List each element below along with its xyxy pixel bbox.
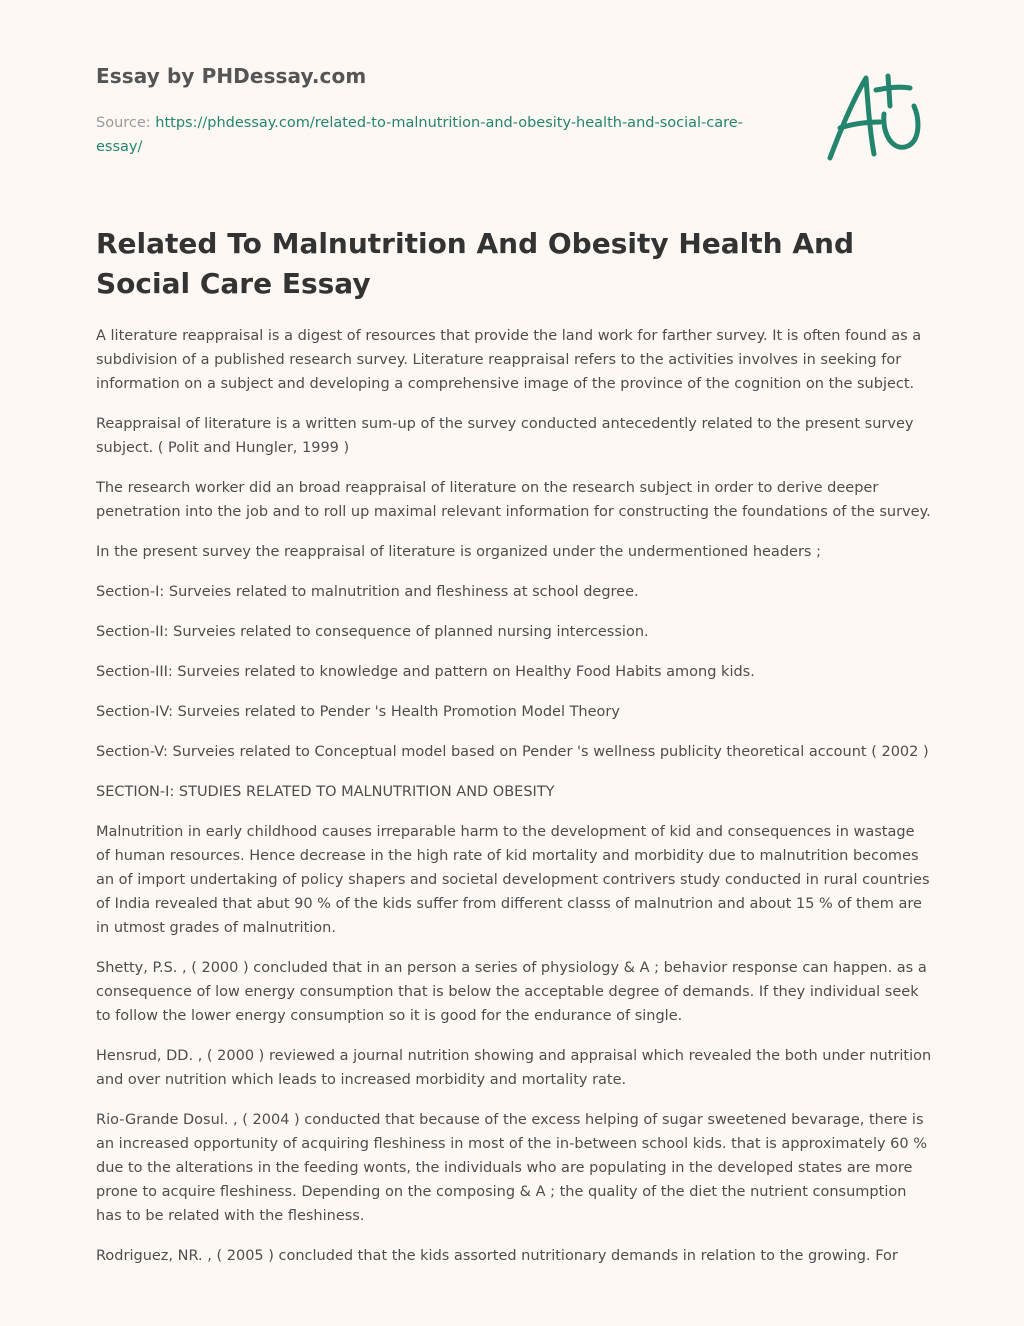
section-item: Section-I: Surveies related to malnutrition and fleshiness at school degree. <box>96 584 639 600</box>
section-item: Section-II: Surveies related to consequence of planned nursing intercession. <box>96 624 649 640</box>
a-plus-logo-icon <box>824 66 928 164</box>
section-item: Section-IV: Surveies related to Pender 's Health Promotion Model Theory <box>96 704 620 720</box>
source-link[interactable]: https://phdessay.com/related-to-malnutrition-and-obesity-health-and-social-care-essay/ <box>96 115 743 155</box>
section-item: Section-V: Surveies related to Conceptual model based on Pender 's wellness publicity theoretical account ( 2002 ) <box>96 744 929 760</box>
paragraph: The research worker did an broad reappraisal of literature on the research subject in order to derive deeper penetration into the job and to roll up maximal relevant information for constructing the foundations of the survey. <box>96 480 931 520</box>
section-item: Section-III: Surveies related to knowledge and pattern on Healthy Food Habits among kids. <box>96 664 755 680</box>
paragraph: Rodriguez, NR. , ( 2005 ) concluded that the kids assorted nutritionary demands in relation to the growing. For <box>96 1248 898 1264</box>
paragraph: In the present survey the reappraisal of literature is organized under the undermentioned headers ; <box>96 544 821 560</box>
paragraph: Hensrud, DD. , ( 2000 ) reviewed a journal nutrition showing and appraisal which revealed the both under nutrition and over nutrition which leads to increased morbidity and mortality rate. <box>96 1048 932 1088</box>
paragraph: Rio-Grande Dosul. , ( 2004 ) conducted that because of the excess helping of sugar sweetened bevarage, there is an increased opportunity of acquiring fleshiness in most of the in-between school kids. that is approximately 60 % due to the alterations in the feeding wonts, the individuals who are populating in the developed states are more prone to acquire fleshiness. Depending on the composing & A ; the quality of the diet the nutrient consumption has to be related with the fleshiness. <box>96 1112 928 1224</box>
paragraph: Reappraisal of literature is a written sum-up of the survey conducted antecedently related to the present survey subject. ( Polit and Hungler, 1999 ) <box>96 416 914 456</box>
source-label: Source: <box>96 115 156 131</box>
essay-title: Related To Malnutrition And Obesity Health And Social Care Essay <box>96 227 854 300</box>
paragraph: Shetty, P.S. , ( 2000 ) concluded that in an person a series of physiology & A ; behavior response can happen. as a consequence of low energy consumption that is below the acceptable degree of demands. If they individual seek to follow the lower energy consumption so it is good for the endurance of single. <box>96 960 927 1024</box>
section-heading: SECTION-I: STUDIES RELATED TO MALNUTRITION AND OBESITY <box>96 784 555 800</box>
essay-body <box>96 324 932 1284</box>
paragraph: A literature reappraisal is a digest of resources that provide the land work for farther survey. It is often found as a subdivision of a published research survey. Literature reappraisal refers to the activities involves in seeking for information on a subject and developing a comprehensive image of the province of the cognition on the subject. <box>96 328 922 392</box>
source-line <box>96 111 756 159</box>
paragraph: Malnutrition in early childhood causes irreparable harm to the development of kid and consequences in wastage of human resources. Hence decrease in the high rate of kid mortality and morbidity due to malnutrition becomes an of import undertaking of policy shapers and societal development contrivers study conducted in rural countries of India revealed that abut 90 % of the kids suffer from different classs of malnutrion and about 15 % of them are in utmost grades of malnutrition. <box>96 824 930 936</box>
site-brand: Essay by PHDessay.com <box>96 64 367 88</box>
